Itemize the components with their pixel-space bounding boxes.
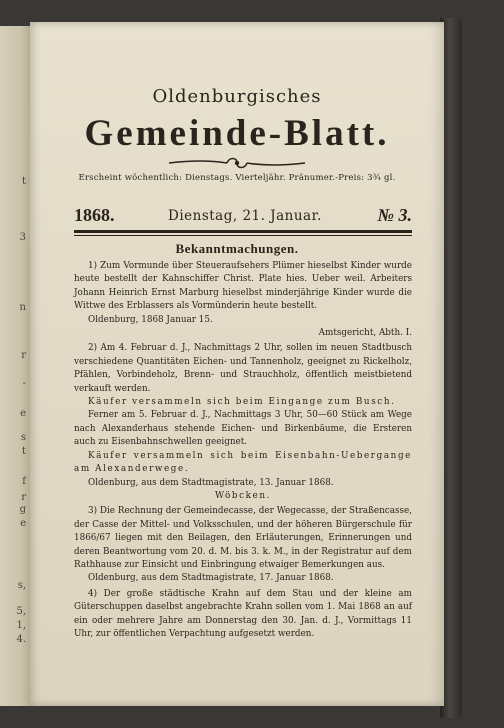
prev-page-fragment: e	[20, 518, 26, 529]
notice-paragraph: Oldenburg, aus dem Stadtmagistrate, 17. Januar 1868.	[88, 573, 334, 584]
notices-body	[74, 260, 412, 641]
prev-page-fragment: g	[19, 504, 26, 515]
prev-page-fragment: r	[21, 350, 26, 361]
notice-paragraph: Oldenburg, aus dem Stadtmagistrate, 13. Januar 1868.	[88, 477, 334, 488]
previous-page-edge	[0, 26, 31, 706]
masthead-subtitle: Oldenburgisches	[152, 86, 322, 107]
prev-page-fragment: 4.	[16, 634, 26, 645]
prev-page-fragment: 5,	[16, 606, 26, 617]
notice-paragraph: Käufer versammeln sich beim Eingange zum Busch.	[88, 397, 396, 408]
ornament-divider-icon	[167, 155, 307, 171]
notice-signature: Amtsgericht, Abth. I.	[318, 328, 412, 339]
prev-page-fragment: e	[20, 408, 26, 419]
newspaper-page	[30, 22, 444, 706]
masthead-title: Gemeinde-Blatt.	[84, 113, 390, 154]
prev-page-fragment: t	[21, 446, 26, 457]
issue-date: Dienstag, 21. Januar.	[168, 208, 322, 224]
issue-year: 1868.	[74, 205, 115, 225]
notice-paragraph: 2) Am 4. Februar d. J., Nachmittags 2 Uhr, sollen im neuen Stadtbusch verschiedene Quantitäten Eichen- und Tannenholz, geeignet zu Rickelholz, Pfählen, Vorbindeholz, Brenn- und Strauchholz, öffentlich meistbietend verkauft werden.	[74, 343, 412, 394]
section-title: Bekanntmachungen.	[175, 241, 299, 256]
dateline	[74, 205, 412, 227]
notice-paragraph: Ferner am 5. Februar d. J., Nachmittags 3 Uhr, 50—60 Stück am Wege nach Alexanderhaus stehende Eichen- und Birkenbäume, die Ersteren auch zu Eisenbahnschwellen geeignet.	[74, 410, 412, 448]
prev-page-fragment: n	[19, 302, 26, 313]
notice-signature: Wöbcken.	[214, 490, 272, 501]
prev-page-fragment: r	[21, 492, 26, 503]
notice-paragraph: 3) Die Rechnung der Gemeindecasse, der Wegecasse, der Straßencasse, der Casse der Mittel- und Volksschulen, und der höheren Bürgerschule für 1866/67 liegen mit den Beilagen, den Erläuterungen, Erinnerungen und deren Beantwortung vom 20. d. M. bis 3. k. M., in der Registratur auf dem Rathhause zur Einsicht und Einbringung etwaiger Bemerkungen aus.	[74, 506, 412, 570]
prev-page-fragment: s	[20, 432, 26, 443]
notice-paragraph: Käufer versammeln sich beim Eisenbahn-Uebergange am Alexanderwege.	[74, 450, 412, 475]
edition-info: Erscheint wöchentlich: Dienstags. Vierteljähr. Pränumer.-Preis: 3¾ gl.	[78, 173, 396, 183]
notice-paragraph: 1) Zum Vormunde über Steueraufsehers Plümer hieselbst Kinder wurde heute bestellt der Kahnschiffer Christ. Plate hies. Ueber weil. Arbeiters Johann Heinrich Ernst Marburg hieselbst minderjährige Kinder wurde die Wittwe des Erblassers als Vormünderin heute bestellt.	[74, 261, 412, 312]
prev-page-fragment: 1,	[16, 620, 26, 631]
notice-paragraph: 4) Der große städtische Krahn auf dem Stau und der kleine am Güterschuppen daselbst angebrachte Krahn sollen vom 1. Mai 1868 an auf ein oder mehrere Jahre am Donnerstag den 30. Jan. d. J., Vormittags 11 Uhr, zur öffentlichen Verpachtung aufgesetzt werden.	[74, 588, 412, 639]
notice-paragraph: Oldenburg, 1868 Januar 15.	[88, 314, 213, 325]
prev-page-fragment: t	[21, 176, 26, 187]
prev-page-fragment: f	[22, 476, 26, 487]
prev-page-fragment: 3	[19, 232, 26, 243]
prev-page-fragment: -	[22, 378, 26, 389]
prev-page-fragment: s,	[17, 580, 26, 591]
header-rule-thin	[74, 235, 412, 236]
issue-number: № 3.	[377, 205, 412, 225]
header-rule	[74, 230, 412, 233]
